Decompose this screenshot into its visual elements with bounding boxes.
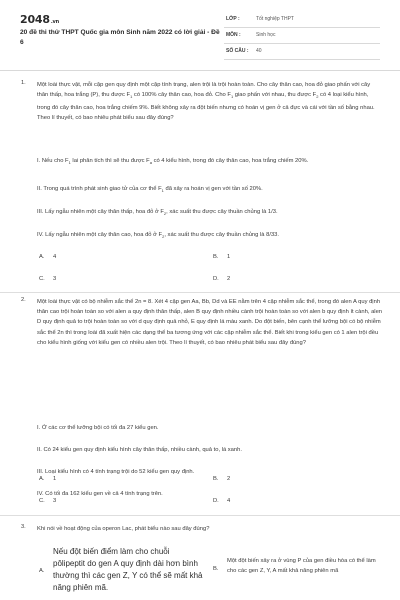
question-text-part: có 4 loại kiểu hình, trong đó cây thân cao, hoa trắng chiếm 9%. Biết không xảy ra đột biến nhưng có hoán vị gen ở cả đực và cái với tần số bằng nhau. Theo lí thuyết, có bao nhiêu phát biểu sau đây đúng? (37, 92, 375, 121)
meta-key: SỐ CÂU : (226, 48, 249, 54)
statement (37, 207, 383, 219)
option-c[interactable] (39, 498, 56, 504)
statement-text: II. Trong quá trình phát sinh giao tử của cơ thể F (37, 186, 162, 192)
option-letter: A. (39, 254, 45, 260)
question-text: Một loài thực vật có bộ nhiễm sắc thể 2n = 8. Xét 4 cặp gen Aa, Bb, Dd và EE nằm trên 4 cặp nhiễm sắc thể, trong đó alen A quy định thân cao trội hoàn toàn so với alen a quy định thân thấp, alen B quy định nhiều cành trội hoàn toàn so với alen b quy định ít cành, alen D quy định quả to trội hoàn toàn so với d quy định quả nhỏ, E quy định lá màu xanh. Do đột biến, bên cạnh thể lưỡng bội có bộ nhiễm sắc thể 2n thì trong loài đã xuất hiện các dạng thể ba tương ứng với các cặp nhiễm sắc thể. Biết khi trong kiểu gen có 1 alen trội đều cho kiểu hình giống với kiểu gen có nhiều alen trội. Theo lí thuyết, có bao nhiêu phát biểu sau đây đúng? (37, 299, 383, 346)
question-text (37, 80, 383, 123)
option-value: 2 (227, 476, 231, 482)
logo-text: 2048 (20, 13, 50, 26)
question-divider (0, 292, 400, 293)
question-text-part: có 100% cây thân cao, hoa đỏ. Cho F (132, 92, 231, 99)
option-value: 4 (53, 254, 57, 260)
option-c[interactable] (39, 276, 56, 282)
option-b[interactable] (213, 254, 230, 260)
meta-class-row (224, 12, 380, 28)
option-a[interactable] (39, 254, 56, 260)
statement-text: , xác suất thu được cây thuần chủng là 8/33. (164, 232, 280, 238)
meta-value: Sinh học (256, 32, 276, 38)
subscript: 1 (130, 94, 133, 100)
option-value: 3 (53, 276, 57, 282)
statement-text: có 4 kiểu hình, trong đó cây thân cao, hoa trắng chiếm 20%. (151, 158, 309, 164)
question-number: 3. (21, 524, 26, 530)
option-letter: B. (213, 254, 219, 260)
option-b[interactable] (213, 476, 230, 482)
option-value: 1 (227, 254, 231, 260)
option-value: 3 (53, 498, 57, 504)
logo-suffix: .vn (50, 19, 59, 25)
meta-subject-row (224, 28, 380, 44)
subscript: 1 (68, 160, 71, 166)
meta-value: Tốt nghiệp THPT (256, 16, 294, 22)
subscript: 2 (162, 234, 165, 240)
meta-count-row (224, 44, 380, 60)
option-letter: D. (213, 498, 219, 504)
subscript: 1 (230, 94, 234, 100)
option-a[interactable] (39, 476, 56, 482)
option-value: 1 (53, 476, 57, 482)
subscript: 1 (161, 188, 164, 194)
question-text-part: giao phấn với nhau, thu được F (233, 92, 317, 99)
statement: I. Ở các cơ thể lưỡng bội có tối đa 27 kiểu gen. (37, 425, 159, 431)
document-meta (224, 12, 380, 60)
question-divider (0, 515, 400, 516)
option-letter: B. (213, 566, 219, 572)
question-number: 2. (21, 297, 26, 303)
option-value: 4 (227, 498, 231, 504)
option-d[interactable] (213, 276, 230, 282)
statement: III. Loại kiểu hình có 4 tính trạng trội do 52 kiểu gen quy định. (37, 469, 195, 475)
option-letter: D. (213, 276, 219, 282)
statement-text: lai phân tích thì sẽ thu được F (70, 158, 150, 164)
statement: II. Có 24 kiểu gen quy định kiểu hình cây thân thấp, nhiều cành, quả to, lá xanh. (37, 447, 242, 453)
statement-text: IV. Lấy ngẫu nhiên một cây thân cao, hoa đỏ ở F (37, 232, 163, 238)
statement-text: đã xảy ra hoán vị gen với tần số 20%. (163, 186, 263, 192)
option-letter: A. (39, 476, 45, 482)
statement: IV. Có tối đa 162 kiểu gen về cả 4 tính trạng trên. (37, 491, 163, 497)
option-value: Nếu đột biến điểm làm cho chuỗi pôlipeptit do gen A quy định dài hơn bình thường thì các gen Z, Y có thể sẽ mất khả năng phiên mã. (53, 547, 203, 592)
option-value: 2 (227, 276, 231, 282)
statement (37, 156, 383, 168)
option-letter: B. (213, 476, 219, 482)
document-title: 20 đề thi thử THPT Quốc gia môn Sinh năm 2022 có lời giải - Đề 6 (20, 29, 220, 46)
statement-text: I. Nếu cho F (37, 158, 69, 164)
site-logo[interactable] (20, 13, 59, 26)
meta-value: 40 (256, 48, 262, 54)
header-divider (0, 70, 400, 71)
statement-text: III. Lấy ngẫu nhiên một cây thân thấp, hoa đỏ ở F (37, 209, 164, 215)
option-letter: C. (39, 498, 45, 504)
meta-key: MÔN : (226, 32, 241, 38)
subscript: 2 (163, 211, 167, 217)
option-letter: A. (39, 568, 45, 574)
option-letter: C. (39, 276, 45, 282)
option-value: Một đột biến xảy ra ở vùng P của gen điều hòa có thể làm cho các gen Z, Y, A mất khả năng phiên mã (227, 558, 376, 574)
meta-key: LỚP : (226, 16, 240, 22)
subscript: 2 (316, 94, 319, 100)
question-number: 1. (21, 80, 26, 86)
question-text-part: Một loài thực vật, mỗi cặp gen quy định một cặp tính trạng, alen trội là trội hoàn toàn. Cho cây thân cao, hoa đỏ giao phấn với cây thân thấp, hoa trắng (P), thu được F (37, 82, 371, 99)
option-d[interactable] (213, 498, 230, 504)
question-text: Khi nói về hoạt động của operon Lac, phát biểu nào sau đây đúng? (37, 526, 210, 532)
statement (37, 184, 383, 196)
subscript: a (149, 160, 152, 166)
statement-text: , xác suất thu được cây thuần chủng là 1/3. (166, 209, 278, 215)
statement (37, 230, 383, 242)
document-header (0, 0, 400, 64)
